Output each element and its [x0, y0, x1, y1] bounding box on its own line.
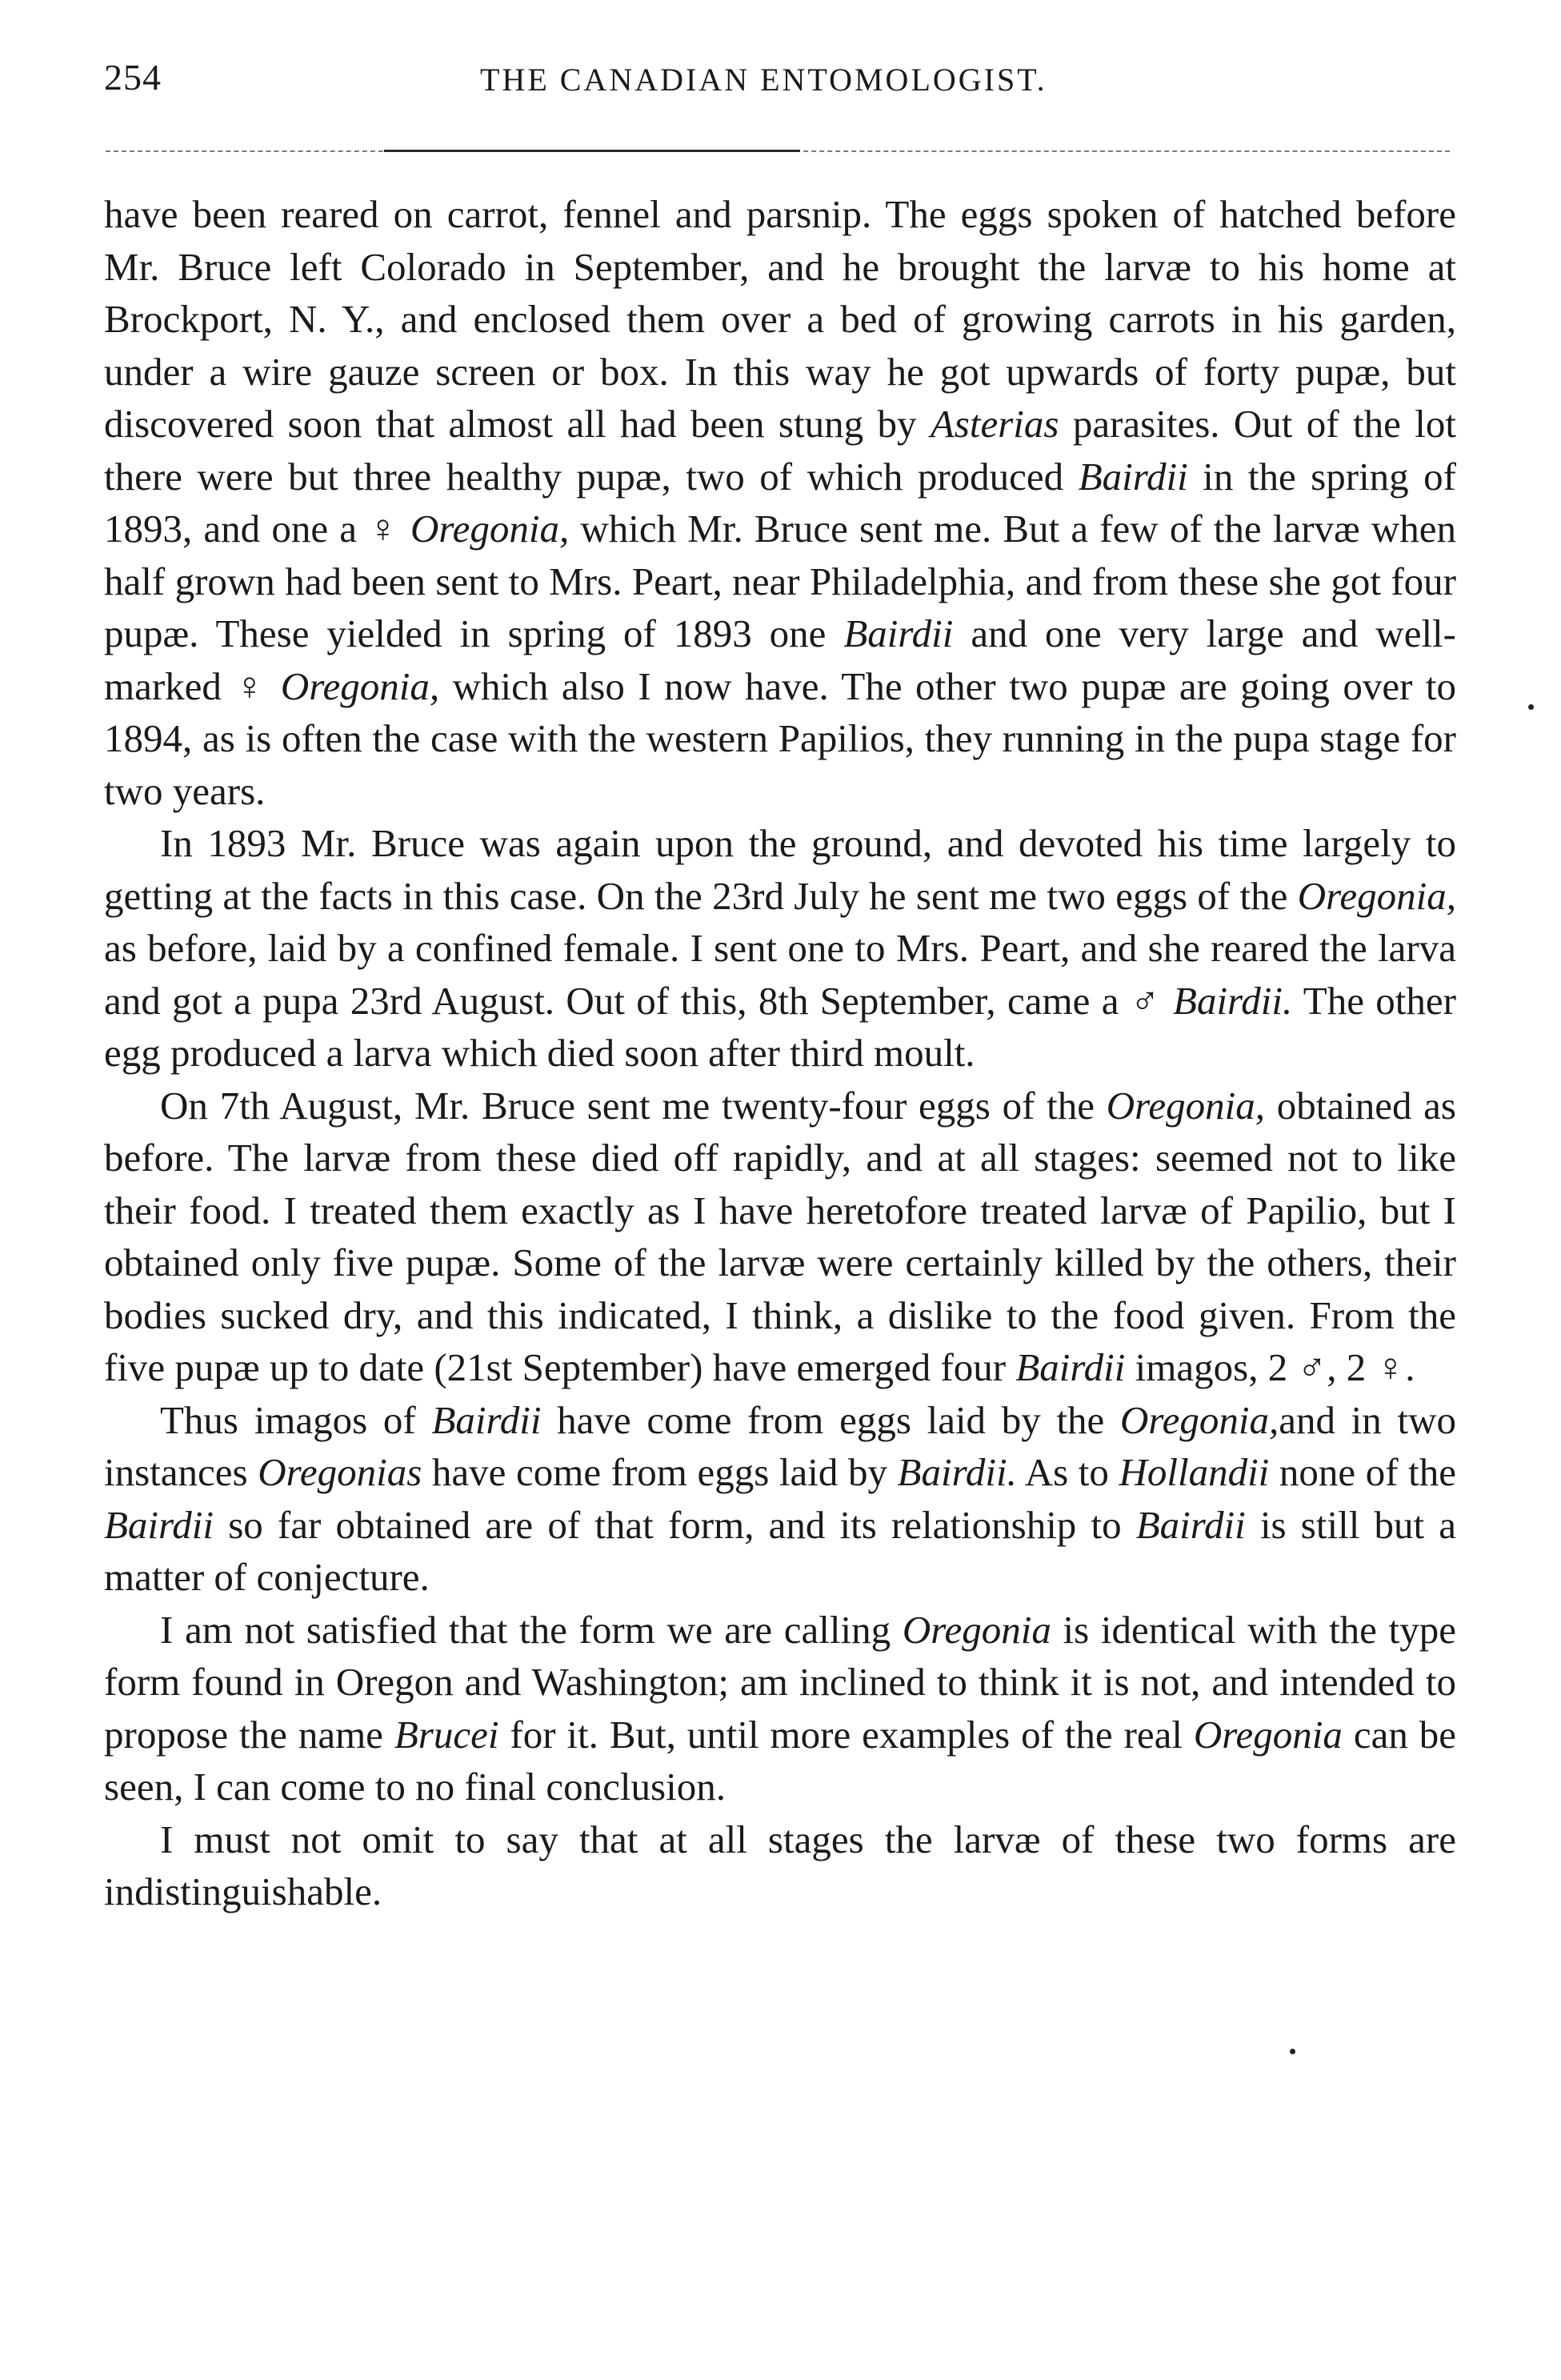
- italic-term: Bairdii: [431, 1397, 542, 1442]
- text-run: The other egg produced a larva which died soon after third moult.: [104, 978, 1456, 1075]
- italic-term: Oregonia,: [1120, 1397, 1279, 1442]
- text-run: in the spring of 1893, and one a ♀: [104, 454, 1456, 551]
- print-speck: [1528, 704, 1534, 710]
- text-run: On 7th August, Mr. Bruce sent me twenty-four eggs of the: [160, 1083, 1107, 1128]
- text-run: have come from eggs laid by the: [541, 1397, 1120, 1442]
- header-rule-solid: [384, 150, 800, 152]
- italic-term: Oregonia: [1193, 1712, 1343, 1757]
- print-speck: [1290, 2049, 1295, 2054]
- italic-term: Oregonia,: [1297, 873, 1456, 918]
- paragraph: [104, 1813, 1456, 1918]
- paragraph: [104, 188, 1456, 817]
- page-header: [104, 56, 1448, 112]
- italic-term: Bairdii.: [1173, 978, 1293, 1023]
- running-title: THE CANADIAN ENTOMOLOGIST.: [480, 62, 1047, 98]
- italic-term: Bairdii: [1078, 454, 1188, 499]
- text-run: and in two instances: [104, 1397, 1456, 1494]
- italic-term: Oregonia,: [410, 507, 570, 551]
- italic-term: Bairdii: [843, 611, 954, 655]
- text-run: can be seen, I can come to no final conclusion.: [104, 1712, 1456, 1809]
- text-run: As to: [1016, 1450, 1119, 1494]
- italic-term: Brucei: [394, 1712, 499, 1757]
- paragraph: [104, 1080, 1456, 1394]
- article-body: [104, 188, 1456, 1918]
- paragraph: [104, 1604, 1456, 1813]
- text-run: In 1893 Mr. Bruce was again upon the ground, and devoted his time largely to getting at the facts in this case. On the 23rd July he sent me two eggs of the: [104, 821, 1456, 918]
- italic-term: Oregonia,: [1106, 1083, 1265, 1128]
- italic-term: Oregonia: [902, 1607, 1051, 1652]
- page-number: 254: [104, 57, 162, 98]
- text-run: is still but a matter of conjecture.: [104, 1502, 1456, 1599]
- italic-term: Bairdii: [104, 1502, 214, 1547]
- paragraph: [104, 1394, 1456, 1604]
- italic-term: Bairdii: [1015, 1345, 1126, 1389]
- text-run: and one very large and well-marked ♀: [104, 611, 1456, 708]
- text-run: which also I now have. The other two pupæ are going over to 1894, as is often the case with the western Papilios, they running in the pupa stage for two years.: [104, 663, 1456, 813]
- text-run: for it. But, until more examples of the real: [498, 1712, 1194, 1757]
- italic-term: Bairdii.: [897, 1450, 1017, 1494]
- paragraph: [104, 817, 1456, 1080]
- italic-term: Oregonias: [258, 1450, 422, 1494]
- text-run: is identical with the type form found in Oregon and Washington; am inclined to think it is not, and intended to propose the name: [104, 1607, 1456, 1757]
- text-run: none of the: [1269, 1450, 1456, 1494]
- italic-term: Asterias: [930, 402, 1059, 446]
- text-run: so far obtained are of that form, and its relationship to: [214, 1502, 1136, 1547]
- text-run: have been reared on carrot, fennel and parsnip. The eggs spoken of hatched before Mr. Bruce left Colorado in September, and he brought the larvæ to his home at Brockport, N. Y., and enclosed them over a bed of growing carrots in his garden, under a wire gauze screen or box. In this way he got upwards of forty pupæ, but discovered soon that almost all had been stung by: [104, 192, 1456, 446]
- text-run: Thus imagos of: [160, 1397, 432, 1442]
- italic-term: Bairdii: [1135, 1502, 1246, 1547]
- text-run: I am not satisfied that the form we are calling: [160, 1607, 903, 1652]
- text-run: parasites. Out of the lot there were but three healthy pupæ, two of which produced: [104, 402, 1456, 499]
- text-run: imagos, 2 ♂, 2 ♀.: [1125, 1345, 1415, 1389]
- text-run: as before, laid by a confined female. I sent one to Mrs. Peart, and she reared the larva and got a pupa 23rd August. Out of this, 8th September, came a ♂: [104, 926, 1456, 1023]
- text-run: obtained as before. The larvæ from these died off rapidly, and at all stages: seemed not to like their food. I treated them exactly as I have heretofore treated larvæ of Papilio, but I obtained only five pupæ. Some of the larvæ were certainly killed by the others, their bodies sucked dry, and this indicated, I think, a dislike to the food given. From the five pupæ up to date (21st September) have emerged four: [104, 1083, 1456, 1389]
- text-run: have come from eggs laid by: [422, 1450, 898, 1494]
- italic-term: Oregonia,: [280, 663, 440, 708]
- text-run: I must not omit to say that at all stages the larvæ of these two forms are indistinguishable.: [104, 1817, 1456, 1913]
- text-run: which Mr. Bruce sent me. But a few of the larvæ when half grown had been sent to Mrs. Peart, near Philadelphia, and from these she got four pupæ. These yielded in spring of 1893 one: [104, 507, 1456, 655]
- italic-term: Hollandii: [1119, 1450, 1270, 1494]
